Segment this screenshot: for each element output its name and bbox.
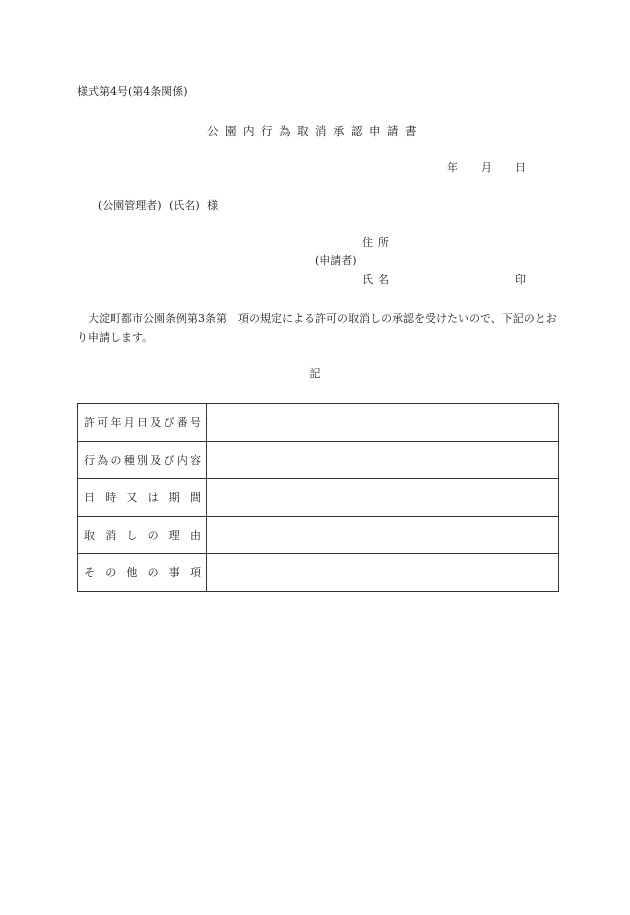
row-value-cancel-reason[interactable] [207,516,559,554]
table-row [78,516,559,554]
form-number: 様式第4号(第4条関係) [77,85,188,98]
row-label-other-matters: その他の事項 [78,554,207,592]
date-year-label: 年 [447,161,458,174]
table-row [78,554,559,592]
row-value-other-matters[interactable] [207,554,559,592]
row-label-permit-date-number: 許可年月日及び番号 [78,404,207,442]
date-day-label: 日 [515,161,526,174]
ki-heading: 記 [309,367,321,380]
row-value-datetime-period[interactable] [207,479,559,517]
row-label-datetime-period: 日時又は期間 [78,479,207,517]
document-title: 公園内行為取消承認申請書 [207,124,423,138]
row-label-cancel-reason: 取消しの理由 [78,516,207,554]
row-value-permit-date-number[interactable] [207,404,559,442]
application-items-table [77,403,559,592]
table-row [78,441,559,479]
table-row [78,404,559,442]
row-label-activity-type: 行為の種別及び内容 [78,441,207,479]
row-value-activity-type[interactable] [207,441,559,479]
seal-label: 印 [515,273,526,286]
applicant-address-label: 住所 [362,236,394,249]
applicant-role-label: (申請者) [315,254,357,267]
application-body-text: 大淀町都市公園条例第3条第 項の規定による許可の取消しの承認を受けたいので、下記のとおり申請します。 [77,312,557,344]
applicant-name-label: 氏名 [362,273,394,286]
addressee-line: (公園管理者) (氏名) 様 [98,199,219,212]
date-month-label: 月 [481,161,492,174]
table-row [78,479,559,517]
